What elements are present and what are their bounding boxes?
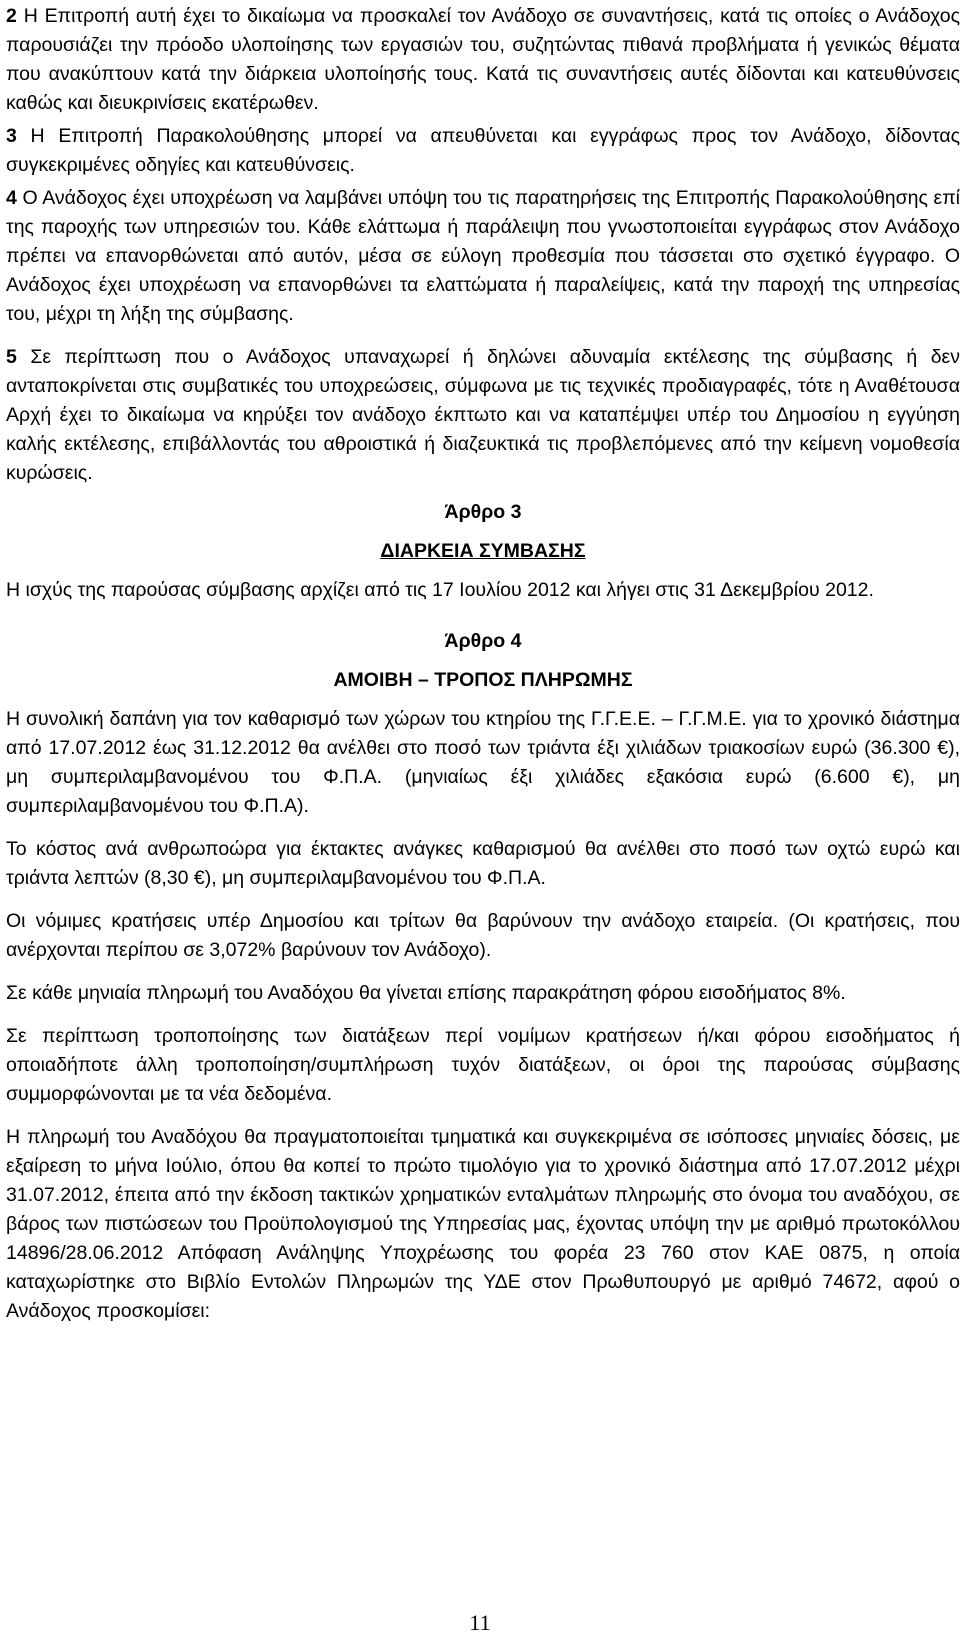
paragraph-text: Η Επιτροπή αυτή έχει το δικαίωμα να προσκαλεί τον Ανάδοχο σε συναντήσεις, κατά τις οποίες ο Ανάδοχος παρουσιάζει την πρόοδο υλοποίησης των εργασιών του, συζητώντας πιθανά προβλήματα ή γενικώς θέματα που ανακύπτουν κατά την διάρκεια υλοποίησής τους. Κατά τις συναντήσεις αυτές δίδονται και κατευθύνσεις καθώς και διευκρινίσεις εκατέρωθεν. (6, 5, 960, 114)
article-3-text: Η ισχύς της παρούσας σύμβασης αρχίζει από τις 17 Ιουλίου 2012 και λήγει στις 31 Δεκεμβρίου 2012. (6, 579, 874, 601)
paragraph-number: 5 (6, 346, 17, 368)
article-4-paragraph: Το κόστος ανά ανθρωποώρα για έκτακτες ανάγκες καθαρισμού θα ανέλθει στο ποσό των οχτώ ευρώ και τριάντα λεπτών (8,30 €), μη συμπεριλαμβανομένου του Φ.Π.Α. (6, 838, 960, 889)
paragraph-text: Η Επιτροπή Παρακολούθησης μπορεί να απευθύνεται και εγγράφως προς τον Ανάδοχο, δίδοντας συγκεκριμένες οδηγίες και κατευθύνσεις. (6, 125, 960, 176)
paragraph-number: 2 (6, 5, 17, 27)
document-page (6, 2, 960, 1330)
paragraph-3 (6, 122, 960, 180)
paragraph-number: 3 (6, 125, 17, 147)
article-3-label: Άρθρο 3 (444, 501, 522, 523)
article-4-paragraph: Η πληρωμή του Αναδόχου θα πραγματοποιείται τμηματικά και συγκεκριμένα σε ισόποσες μηνιαίες δόσεις, με εξαίρεση το μήνα Ιούλιο, όπου θα κοπεί το πρώτο τιμολόγιο για το χρονικό διάστημα από 17.07.2012 μέχρι 31.07.2012, έπειτα από την έκδοση τακτικών χρηματικών ενταλμάτων πληρωμής στο όνομα του αναδόχου, σε βάρος των πιστώσεων του Προϋπολογισμού της Υπηρεσίας μας, έχοντας υπόψη την με αριθμό πρωτοκόλλου 14896/28.06.2012 Απόφαση Ανάληψης Υποχρέωσης του φορέα 23 760 στον ΚΑΕ 0875, η οποία καταχωρίστηκε στο Βιβλίο Εντολών Πληρωμών της ΥΔΕ στον Πρωθυπουργό με αριθμό 74672, αφού ο Ανάδοχος προσκομίσει: (6, 1126, 960, 1322)
article-4-label: Άρθρο 4 (444, 630, 522, 652)
paragraph-text: Σε περίπτωση που ο Ανάδοχος υπαναχωρεί ή δηλώνει αδυναμία εκτέλεσης της σύμβασης ή δεν ανταποκρίνεται στις συμβατικές του υποχρεώσεις, σύμφωνα με τις τεχνικές προδιαγραφές, τότε η Αναθέτουσα Αρχή έχει το δικαίωμα να κηρύξει τον ανάδοχο έκπτωτο και να καταπέμψει υπέρ του Δημοσίου η εγγύηση καλής εκτέλεσης, επιβάλλοντάς του αθροιστικά ή διαζευκτικά τις προβλεπόμενες από την κείμενη νομοθεσία κυρώσεις. (6, 346, 960, 484)
paragraph-number: 4 (6, 187, 17, 209)
article-3-title-text: ΔΙΑΡΚΕΙΑ ΣΥΜΒΑΣΗΣ (380, 540, 586, 562)
paragraph-text: Ο Ανάδοχος έχει υποχρέωση να λαμβάνει υπόψη του τις παρατηρήσεις της Επιτροπής Παρακολούθησης επί της παροχής των υπηρεσιών του. Κάθε ελάττωμα ή παράλειψη που γνωστοποιείται εγγράφως στον Ανάδοχο πρέπει να επανορθώνεται από αυτόν, μέσα σε εύλογη προθεσμία που τάσσεται στο σχετικό έγγραφο. Ο Ανάδοχος έχει υποχρέωση να επανορθώνει τα ελαττώματα ή παραλείψεις, κατά την παροχή της υπηρεσίας του, μέχρι τη λήξη της σύμβασης. (6, 187, 960, 325)
article-4-paragraph: Σε κάθε μηνιαία πληρωμή του Αναδόχου θα γίνεται επίσης παρακράτηση φόρου εισοδήματος 8%. (6, 982, 846, 1004)
article-3-title (6, 537, 960, 566)
article-4-title: ΑΜΟΙΒΗ – ΤΡΟΠΟΣ ΠΛΗΡΩΜΗΣ (333, 669, 633, 691)
article-4-paragraph: Η συνολική δαπάνη για τον καθαρισμό των χώρων του κτηρίου της Γ.Γ.Ε.Ε. – Γ.Γ.Μ.Ε. για το χρονικό διάστημα από 17.07.2012 έως 31.12.2012 θα ανέλθει στο ποσό των τριάντα έξι χιλιάδων τριακοσίων ευρώ (36.300 €), μη συμπεριλαμβανομένου του Φ.Π.Α. (μηνιαίως έξι χιλιάδες εξακόσια ευρώ (6.600 €), μη συμπεριλαμβανομένου του Φ.Π.Α). (6, 708, 960, 817)
article-4-paragraph: Οι νόμιμες κρατήσεις υπέρ Δημοσίου και τρίτων θα βαρύνουν την ανάδοχο εταιρεία. (Οι κρατήσεις, που ανέρχονται περίπου σε 3,072% βαρύνουν τον Ανάδοχο). (6, 910, 960, 961)
article-4-paragraph: Σε περίπτωση τροποποίησης των διατάξεων περί νομίμων κρατήσεων ή/και φόρου εισοδήματος ή οποιαδήποτε άλλη τροποποίηση/συμπλήρωση τυχόν διατάξεων, οι όροι της παρούσας σύμβασης συμμορφώνονται με τα νέα δεδομένα. (6, 1025, 960, 1105)
paragraph-2 (6, 2, 960, 118)
paragraph-4 (6, 184, 960, 329)
paragraph-5 (6, 343, 960, 488)
page-number: 11 (469, 1610, 491, 1635)
